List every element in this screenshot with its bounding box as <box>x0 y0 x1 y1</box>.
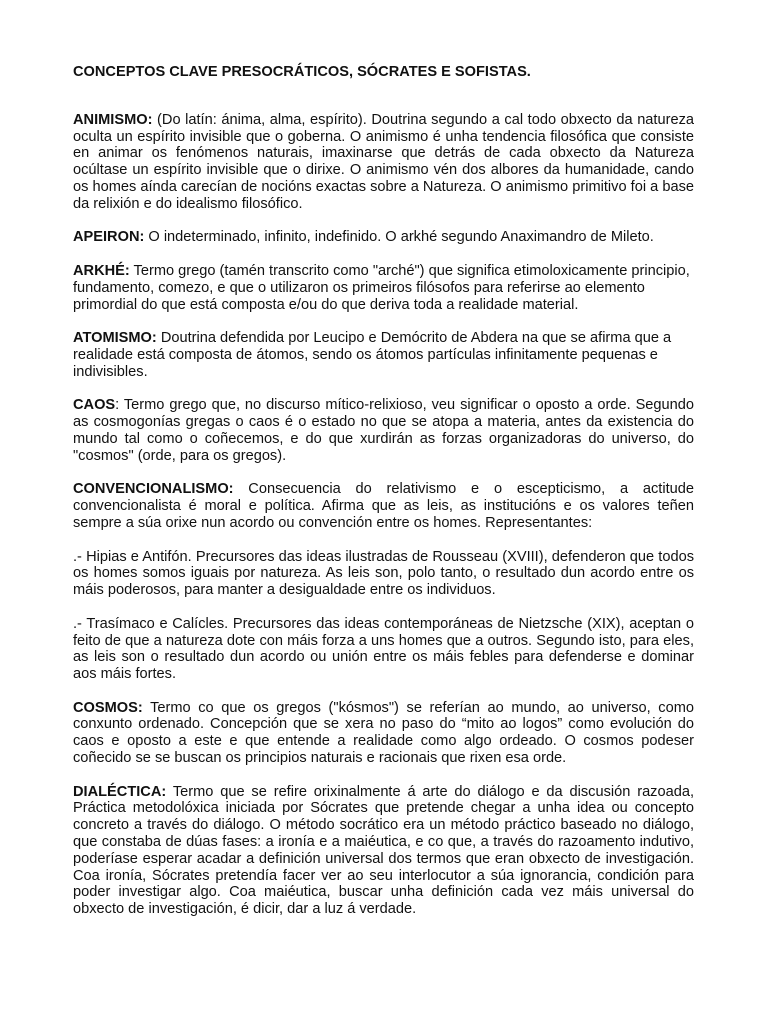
entry-term: APEIRON: <box>73 229 145 246</box>
entry-text: Termo grego (tamén transcrito como "arché") que significa etimoloxicamente principio, fundamento, comezo, e que o utilizaron os primeiros filósofos para referirse ao elemento primordial do que está composta e/ou do que deriva toda a realidade material. <box>73 262 690 313</box>
entry-text: Doutrina defendida por Leucipo e Demócrito de Abdera na que se afirma que a realidade está composta de átomos, sendo os átomos partículas infinitamente pequenas e indivisibles. <box>73 330 672 380</box>
document-page <box>73 64 694 935</box>
entry-dialectica <box>73 784 694 918</box>
entry-text: .- Hipias e Antifón. Precursores das ideas ilustradas de Rousseau (XVIII), defenderon que todos os homes somos iguais por natureza. As leis son, polo tanto, o resultado dun acordo entre os máis poderosos, para manter a desigualdade entre os individuos. <box>73 548 694 599</box>
entry-arkhe <box>73 263 694 313</box>
entry-text: Termo co que os gregos ("kósmos") se referían ao mundo, ao universo, como conxunto ordenado. Concepción que se xera no paso do “mito ao logos” como evolución do caos e oposto a este e que entende a realidade como algo ordeado. O cosmos podeser coñecido se se buscan os principios naturais e racionais que rixen esa orde. <box>73 699 694 767</box>
entry-term: CAOS <box>73 397 116 414</box>
entry-text: O indeterminado, infinito, indefinido. O arkhé segundo Anaximandro de Mileto. <box>144 229 654 246</box>
entry-term: DIALÉCTICA: <box>73 783 167 800</box>
entry-trasimaco-calicles <box>73 616 694 683</box>
entry-term: ARKHÉ: <box>73 262 130 279</box>
entry-text: Termo que se refire orixinalmente á arte do diálogo e da discusión razoada, Práctica metodolóxica iniciada por Sócrates que pretende chegar a unha idea ou concepto concreto a través do diálogo. O método socrático era un método práctico baseado no diálogo, que constaba de dúas fases: a ironía e a maiéutica, e co que, a través do razoamento indutivo, poderíase esperar acadar a definición universal dos termos que eran obxecto de investigación. Coa ironía, Sócrates pretendía facer ver ao seu interlocutor a súa ignorancia, condición para poder investigar algo. Coa maiéutica, buscar unha definición cada vez máis universal do obxecto de investigación, é dicir, dar a luz á verdade. <box>73 783 694 918</box>
entry-text: Consecuencia do relativismo e o escepticismo, a actitude convencionalista é moral e política. Afirma que as leis, as institucións e os valores teñen sempre a súa orixe nun acordo ou convención entre os homes. Representantes: <box>73 481 694 531</box>
entry-animismo <box>73 112 694 213</box>
entry-apeiron <box>73 229 694 246</box>
entry-cosmos <box>73 700 694 767</box>
entry-term: CONVENCIONALISMO: <box>73 481 234 498</box>
entry-hipias-antifon <box>73 549 694 599</box>
entry-text: : Termo grego que, no discurso mítico-relixioso, veu significar o oposto a orde. Segundo as cosmogonías gregas o caos é o estado no que se atopa a materia, antes da existencia do mundo tal como o coñecemos, e do que xurdirán as forzas organizadoras do universo, do "cosmos" (orde, para os gregos). <box>73 397 694 464</box>
entry-term: ANIMISMO: <box>73 111 153 128</box>
entry-text: .- Trasímaco e Calícles. Precursores das ideas contemporáneas de Nietzsche (XIX), aceptan o feito de que a natureza dote con máis forza a uns homes que a outros. Segundo isto, para eles, as leis son o resultado dun acordo ou unión entre os máis febles para defenderse e dominar aos máis fortes. <box>73 615 694 683</box>
entry-caos <box>73 397 694 464</box>
document-title: CONCEPTOS CLAVE PRESOCRÁTICOS, SÓCRATES E SOFISTAS. <box>73 64 531 80</box>
entry-convencionalismo <box>73 481 694 531</box>
entry-term: ATOMISMO: <box>73 330 157 347</box>
entry-term: COSMOS: <box>73 699 143 716</box>
entry-atomismo <box>73 330 694 380</box>
entry-text: (Do latín: ánima, alma, espírito). Doutrina segundo a cal todo obxecto da natureza oculta un espírito invisible que o goberna. O animismo é unha tendencia filosófica que consiste en animar os fenómenos naturais, imaxinarse que detrás de cada obxecto da Natureza ocúltase un espírito invisible que o dirixe. O animismo vén dos albores da humanidade, cando os homes aínda carecían de nocións exactas sobre a Natureza. O animismo primitivo foi a base da relixión e do idealismo filosófico. <box>73 111 694 212</box>
